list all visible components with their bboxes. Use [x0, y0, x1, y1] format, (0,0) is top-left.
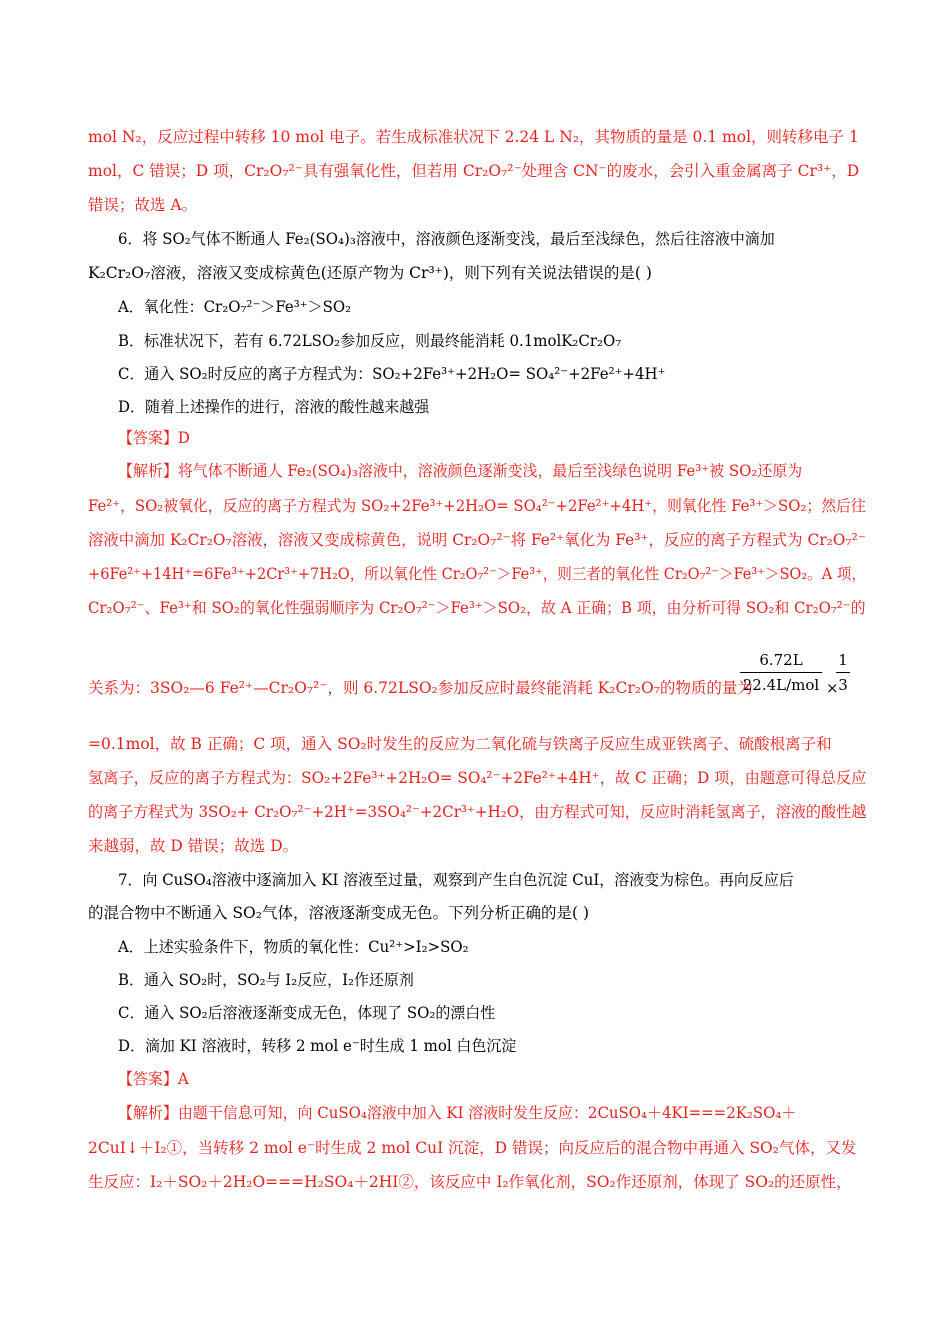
q6-option-d: D．随着上述操作的进行，溶液的酸性越来越强	[118, 398, 430, 416]
q6-analysis-line-5: Cr₂O₇²⁻、Fe³⁺和 SO₂的氧化性强弱顺序为 Cr₂O₇²⁻＞Fe³⁺＞SO₂，故 A 正确；B 项，由分析可得 SO₂和 Cr₂O₇²⁻的	[88, 599, 866, 617]
q7-option-b: B．通入 SO₂时，SO₂与 I₂反应，I₂作还原剂	[118, 971, 414, 989]
q6-analysis-line-8: 氢离子，反应的离子方程式为：SO₂+2Fe³⁺+2H₂O= SO₄²⁻+2Fe²⁺+4H⁺，故 C 正确；D 项，由题意可得总反应	[88, 769, 867, 787]
fraction-bar	[836, 672, 850, 673]
q6-analysis-line-9: 的离子方程式为 3SO₂+ Cr₂O₇²⁻+2H⁺=3SO₄²⁻+2Cr³⁺+H₂O，由方程式可知，反应时消耗氢离子，溶液的酸性越	[88, 803, 867, 821]
prev-analysis-line-2: mol，C 错误；D 项，Cr₂O₇²⁻具有强氧化性，但若用 Cr₂O₇²⁻处理含 CN⁻的废水，会引入重金属离子 Cr³⁺，D	[88, 162, 860, 180]
q6-analysis-line-6: 关系为：3SO₂—6 Fe²⁺—Cr₂O₇²⁻，则 6.72LSO₂参加反应时最终能消耗 K₂Cr₂O₇的物质的量为	[88, 679, 753, 697]
fraction-numerator: 1	[838, 651, 848, 669]
q7-stem-line-1: 7．向 CuSO₄溶液中逐滴加入 KI 溶液至过量，观察到产生白色沉淀 CuI，溶液变为棕色。再向反应后	[118, 871, 794, 889]
prev-analysis-line-1: mol N₂，反应过程中转移 10 mol 电子。若生成标准状况下 2.24 L N₂，其物质的量是 0.1 mol，则转移电子 1	[88, 128, 859, 146]
q7-analysis-line-3: 生反应：I₂＋SO₂＋2H₂O===H₂SO₄＋2HI②，该反应中 I₂作氧化剂，SO₂作还原剂，体现了 SO₂的还原性，	[88, 1173, 852, 1191]
times-sign: ×	[826, 679, 839, 697]
q6-analysis-line-2: Fe²⁺，SO₂被氧化，反应的离子方程式为 SO₂+2Fe³⁺+2H₂O= SO₄²⁻+2Fe²⁺+4H⁺，则氧化性 Fe³⁺＞SO₂；然后往	[88, 497, 866, 515]
q6-analysis-line-7: =0.1mol，故 B 正确；C 项，通入 SO₂时发生的反应为二氧化硫与铁离子反应生成亚铁离子、硫酸根离子和	[88, 735, 832, 753]
q7-answer: 【答案】A	[118, 1070, 189, 1088]
q7-option-d: D．滴加 KI 溶液时，转移 2 mol e⁻时生成 1 mol 白色沉淀	[118, 1037, 517, 1055]
prev-analysis-line-3: 错误；故选 A。	[88, 196, 198, 214]
fraction-one-third	[836, 651, 850, 694]
q6-analysis-line-3: 溶液中滴加 K₂Cr₂O₇溶液，溶液又变成棕黄色，说明 Cr₂O₇²⁻将 Fe²⁺氧化为 Fe³⁺，反应的离子方程式为 Cr₂O₇²⁻	[88, 531, 866, 549]
q6-option-a: A．氧化性：Cr₂O₇²⁻＞Fe³⁺＞SO₂	[118, 298, 352, 316]
q6-option-c: C．通入 SO₂时反应的离子方程式为：SO₂+2Fe³⁺+2H₂O= SO₄²⁻+2Fe²⁺+4H⁺	[118, 365, 666, 383]
fraction-bar	[740, 672, 822, 673]
fraction-denominator: 22.4L/mol	[742, 676, 820, 694]
q6-answer: 【答案】D	[118, 429, 190, 447]
fraction-denominator: 3	[838, 676, 848, 694]
q7-analysis-line-2: 2CuI↓＋I₂①，当转移 2 mol e⁻时生成 2 mol CuI 沉淀，D 错误；向反应后的混合物中再通入 SO₂气体，又发	[88, 1139, 857, 1157]
q7-option-a: A．上述实验条件下，物质的氧化性：Cu²⁺>I₂>SO₂	[118, 938, 469, 956]
q7-stem-line-2: 的混合物中不断通入 SO₂气体，溶液逐渐变成无色。下列分析正确的是( )	[88, 904, 589, 922]
q6-analysis-line-10: 来越弱，故 D 错误；故选 D。	[88, 837, 299, 855]
q6-analysis-line-4: +6Fe²⁺+14H⁺=6Fe³⁺+2Cr³⁺+7H₂O，所以氧化性 Cr₂O₇²⁻＞Fe³⁺，则三者的氧化性 Cr₂O₇²⁻＞Fe³⁺＞SO₂。A 项，	[88, 565, 866, 583]
q7-analysis-line-1: 【解析】由题干信息可知，向 CuSO₄溶液中加入 KI 溶液时发生反应：2CuSO₄＋4KI===2K₂SO₄＋	[118, 1104, 797, 1122]
q6-analysis-line-1: 【解析】将气体不断通人 Fe₂(SO₄)₃溶液中，溶液颜色逐渐变浅，最后至浅绿色说明 Fe³⁺被 SO₂还原为	[118, 462, 803, 480]
q7-option-c: C．通入 SO₂后溶液逐渐变成无色，体现了 SO₂的漂白性	[118, 1004, 496, 1022]
q6-option-b: B．标准状况下，若有 6.72LSO₂参加反应，则最终能消耗 0.1molK₂Cr₂O₇	[118, 332, 622, 350]
q6-stem-line-1: 6．将 SO₂气体不断通人 Fe₂(SO₄)₃溶液中，溶液颜色逐渐变浅，最后至浅绿色，然后往溶液中滴加	[118, 230, 775, 248]
q6-stem-line-2: K₂Cr₂O₇溶液，溶液又变成棕黄色(还原产物为 Cr³⁺)，则下列有关说法错误的是( )	[88, 264, 652, 282]
fraction-numerator: 6.72L	[759, 651, 803, 669]
fraction-volume-over-molar-volume	[740, 651, 822, 694]
